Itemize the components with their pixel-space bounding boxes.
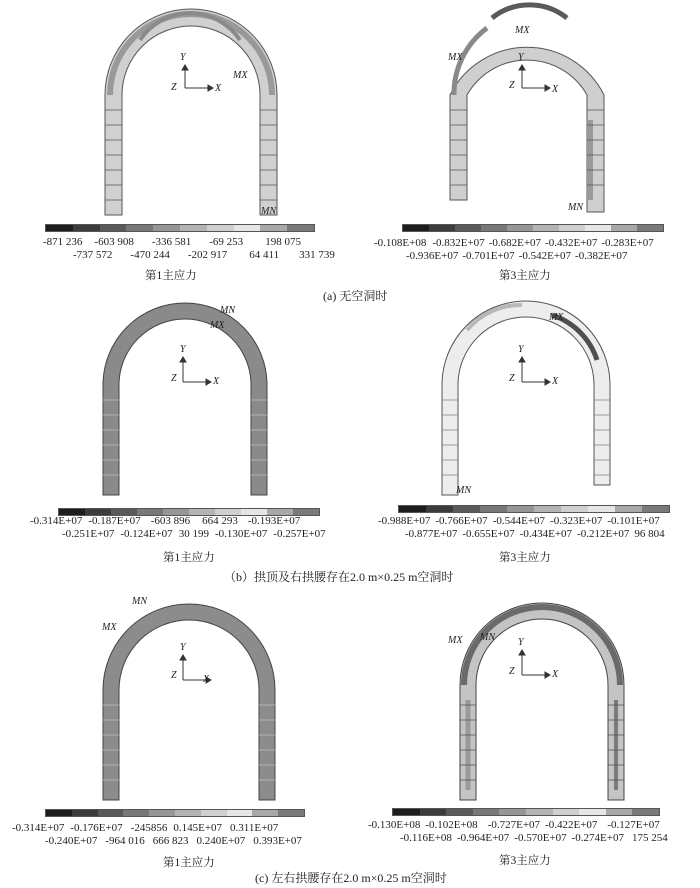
tunnel-arch-mesh	[40, 300, 360, 500]
color-bin	[559, 225, 585, 231]
mn-label: MN	[456, 485, 471, 496]
scale-value: -0.432E+07	[545, 237, 598, 249]
scale-value: -0.127E+07	[607, 819, 660, 831]
stress-title: 第3主应力	[499, 552, 551, 564]
tunnel-arch-mesh	[372, 590, 692, 805]
scale-value: 96 804	[634, 528, 665, 540]
color-bin	[98, 810, 124, 816]
color-bin	[149, 810, 175, 816]
color-bin	[72, 810, 98, 816]
color-bin	[499, 809, 526, 815]
color-scale-bar	[398, 505, 670, 513]
mn-label: MN	[568, 202, 583, 213]
scale-value: 666 823	[152, 835, 189, 847]
mx-label-top: MX	[515, 25, 530, 36]
stress-title: 第1主应力	[163, 857, 215, 869]
panel-a-left	[40, 0, 360, 285]
scale-value: 0.145E+07	[173, 822, 223, 834]
color-scale-bar	[402, 224, 664, 232]
color-bin	[252, 810, 278, 816]
scale-value: -0.544E+07	[492, 515, 546, 527]
scale-value: -0.682E+07	[488, 237, 542, 249]
scale-value: 175 254	[631, 832, 668, 844]
scale-value: -0.193E+07	[247, 515, 301, 527]
axis-x-label: X	[215, 83, 222, 94]
mx-label: MX	[102, 622, 117, 633]
scale-value: -0.176E+07	[70, 822, 123, 834]
mx-label: MX	[549, 312, 564, 323]
color-bin	[453, 506, 480, 512]
scale-value: -0.116E+08	[400, 832, 452, 844]
color-bin	[507, 225, 533, 231]
color-bin	[123, 810, 149, 816]
color-bin	[606, 809, 633, 815]
axis-x-label: X	[203, 674, 210, 685]
scale-value: -0.130E+08	[368, 819, 421, 831]
axis-y-label: Y	[518, 52, 524, 63]
scale-value: -0.101E+07	[607, 515, 660, 527]
axis-y-label: Y	[180, 344, 186, 355]
scale-value: -0.274E+07	[571, 832, 624, 844]
scale-value: -0.655E+07	[462, 528, 515, 540]
scale-value: -0.323E+07	[550, 515, 603, 527]
mn-label: MN	[132, 596, 147, 607]
scale-value: 0.393E+07	[253, 835, 302, 847]
scale-row-1	[374, 237, 654, 249]
stress-title: 第1主应力	[163, 552, 215, 564]
mx-label: MX	[448, 635, 463, 646]
color-bin	[46, 810, 72, 816]
scale-value: -0.314E+07	[30, 515, 83, 527]
mn-label: MN	[220, 305, 235, 316]
color-bin	[533, 225, 559, 231]
scale-value: -0.542E+07	[518, 250, 572, 262]
axis-y-label: Y	[518, 637, 524, 648]
color-bin	[455, 225, 481, 231]
scale-row-2	[406, 250, 627, 262]
color-bin	[561, 506, 588, 512]
scale-value: -0.936E+07	[406, 250, 459, 262]
color-bin	[579, 809, 606, 815]
scale-value: 664 293	[202, 515, 238, 527]
tunnel-arch-mesh	[372, 0, 692, 230]
tunnel-arch-mesh	[372, 300, 692, 500]
scale-value: -0.283E+07	[601, 237, 654, 249]
axis-y-label: Y	[180, 642, 186, 653]
scale-value: -0.212E+07	[577, 528, 630, 540]
scale-value: -0.251E+07	[62, 528, 115, 540]
axis-z-label: Z	[171, 82, 177, 93]
mx-label: MX	[210, 320, 225, 331]
color-bin	[588, 506, 615, 512]
panel-c-left	[12, 590, 360, 869]
color-bin	[481, 225, 507, 231]
scale-row-1	[30, 515, 300, 527]
color-bin	[153, 225, 180, 231]
scale-value: -737 572	[73, 249, 113, 261]
scale-value: -0.124E+07	[120, 528, 173, 540]
scale-value: -964 016	[105, 835, 145, 847]
scale-value: 198 075	[265, 236, 301, 248]
color-bin	[534, 506, 561, 512]
scale-value: -0.727E+07	[487, 819, 541, 831]
scale-value: -0.964E+07	[456, 832, 510, 844]
color-bin	[227, 810, 253, 816]
scale-value: -202 917	[187, 249, 228, 261]
color-bin	[553, 809, 580, 815]
color-bin	[175, 810, 201, 816]
color-scale-bar	[392, 808, 660, 816]
scale-value: 331 739	[299, 249, 335, 261]
mx-label-left: MX	[448, 52, 463, 63]
color-bin	[615, 506, 642, 512]
scale-value: -69 253	[209, 236, 244, 248]
panel-b-right	[372, 300, 692, 570]
color-bin	[429, 225, 455, 231]
scale-value: -0.257E+07	[273, 528, 326, 540]
color-bin	[393, 809, 420, 815]
scale-row-2	[45, 835, 302, 847]
color-bin	[642, 506, 669, 512]
scale-row-1	[378, 515, 660, 527]
axis-z-label: Z	[171, 670, 177, 681]
color-bin	[403, 225, 429, 231]
scale-value: -0.422E+07	[545, 819, 598, 831]
color-bin	[420, 809, 447, 815]
color-bin	[632, 809, 659, 815]
scale-value: -0.434E+07	[519, 528, 573, 540]
scale-value: 0.311E+07	[230, 822, 279, 834]
scale-row-1	[43, 236, 301, 248]
scale-value: -0.108E+08	[374, 237, 427, 249]
color-bin	[480, 506, 507, 512]
scale-value: -0.240E+07	[45, 835, 98, 847]
scale-value: 64 411	[249, 249, 280, 261]
mx-label: MX	[233, 70, 248, 81]
color-bin	[507, 506, 534, 512]
axis-z-label: Z	[509, 373, 515, 384]
scale-value: -0.130E+07	[214, 528, 268, 540]
scale-row-2	[73, 249, 335, 261]
panel-a-right	[372, 0, 692, 285]
scale-row-1	[12, 822, 278, 834]
axis-y-label: Y	[518, 344, 524, 355]
color-bin	[287, 225, 314, 231]
color-bin	[46, 225, 73, 231]
scale-value: -0.766E+07	[435, 515, 488, 527]
axis-x-label: X	[552, 84, 559, 95]
scale-row-2	[400, 832, 668, 844]
mn-label: MN	[261, 206, 276, 217]
scale-value: -0.832E+07	[432, 237, 485, 249]
color-scale-bar	[45, 809, 305, 817]
tunnel-arch-mesh	[40, 0, 360, 230]
caption-a: (a) 无空洞时	[323, 289, 388, 303]
axis-x-label: X	[552, 669, 559, 680]
scale-value: -0.187E+07	[88, 515, 141, 527]
stress-title: 第3主应力	[499, 270, 551, 282]
axis-y-label: Y	[180, 52, 186, 63]
axis-z-label: Z	[509, 666, 515, 677]
color-bin	[278, 810, 304, 816]
axis-x-label: X	[552, 376, 559, 387]
color-bin	[446, 809, 473, 815]
scale-value: 30 199	[178, 528, 209, 540]
scale-value: -603 908	[94, 236, 134, 248]
color-bin	[201, 810, 227, 816]
scale-value: -470 244	[130, 249, 170, 261]
tunnel-arch-mesh	[40, 590, 360, 805]
scale-value: -0.988E+07	[378, 515, 431, 527]
caption-b: （b）拱顶及右拱腰存在2.0 m×0.25 m空洞时	[224, 570, 454, 584]
color-bin	[611, 225, 637, 231]
color-bin	[473, 809, 500, 815]
color-bin	[399, 506, 426, 512]
scale-row-2	[405, 528, 665, 540]
scale-value: 0.240E+07	[196, 835, 246, 847]
color-bin	[526, 809, 553, 815]
color-bin	[180, 225, 207, 231]
axis-z-label: Z	[171, 373, 177, 384]
scale-value: -0.877E+07	[405, 528, 458, 540]
scale-value: -0.382E+07	[575, 250, 628, 262]
scale-value: -0.570E+07	[514, 832, 567, 844]
color-bin	[73, 225, 100, 231]
stress-title: 第3主应力	[499, 855, 551, 867]
stress-title: 第1主应力	[145, 270, 197, 282]
scale-value: -603 896	[150, 515, 191, 527]
color-bin	[637, 225, 663, 231]
color-bin	[260, 225, 287, 231]
scale-row-2	[62, 528, 326, 540]
color-bin	[426, 506, 453, 512]
scale-value: -0.314E+07	[12, 822, 65, 834]
scale-value: -0.102E+08	[425, 819, 478, 831]
color-bin	[585, 225, 611, 231]
scale-value: -336 581	[151, 236, 192, 248]
axis-z-label: Z	[509, 80, 515, 91]
scale-row-1	[368, 819, 660, 831]
color-bin	[100, 225, 127, 231]
axis-x-label: X	[213, 376, 220, 387]
color-bin	[234, 225, 261, 231]
scale-value: -0.701E+07	[462, 250, 515, 262]
panel-c-right	[368, 590, 692, 867]
color-bin	[126, 225, 153, 231]
color-scale-bar	[45, 224, 315, 232]
mn-label: MN	[480, 632, 495, 643]
scale-value: -245856	[130, 822, 168, 834]
scale-value: -871 236	[43, 236, 83, 248]
caption-c: (c) 左右拱腰存在2.0 m×0.25 m空洞时	[255, 871, 447, 885]
panel-b-left	[30, 300, 360, 570]
color-bin	[207, 225, 234, 231]
